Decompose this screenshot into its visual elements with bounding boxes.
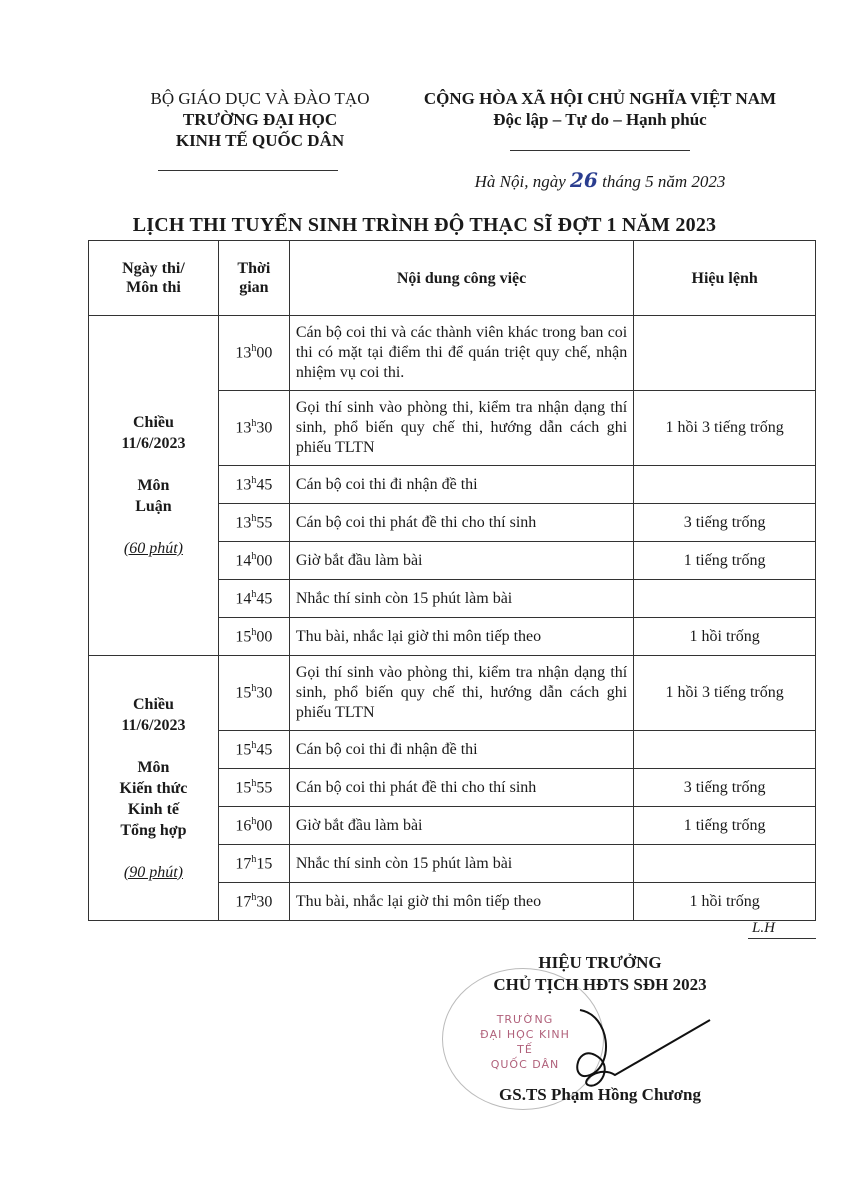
signal-cell: 1 hồi 3 tiếng trống bbox=[634, 391, 816, 466]
task-cell: Thu bài, nhắc lại giờ thi môn tiếp theo bbox=[289, 618, 633, 656]
exam-duration: (60 phút) bbox=[123, 540, 183, 557]
time-cell bbox=[218, 618, 289, 656]
signal-cell: 1 hồi trống bbox=[634, 618, 816, 656]
table-row bbox=[89, 656, 816, 731]
task-cell: Giờ bắt đầu làm bài bbox=[289, 542, 633, 580]
signer-title-line2: CHỦ TỊCH HĐTS SĐH 2023 bbox=[493, 975, 707, 994]
time-hour: 13 bbox=[235, 419, 252, 437]
time-minute: 55 bbox=[256, 514, 273, 532]
time-hour: 17 bbox=[235, 855, 252, 873]
header-left-divider bbox=[158, 170, 338, 171]
time-minute: 55 bbox=[256, 779, 273, 797]
time-minute: 30 bbox=[256, 684, 273, 702]
task-cell: Nhắc thí sinh còn 15 phút làm bài bbox=[289, 580, 633, 618]
header-right-divider bbox=[510, 150, 690, 151]
exam-group-cell bbox=[89, 316, 219, 656]
spacer bbox=[95, 736, 212, 757]
spacer bbox=[95, 454, 212, 475]
signal-cell: 1 hồi trống bbox=[634, 883, 816, 921]
task-cell: Cán bộ coi thi phát đề thi cho thí sinh bbox=[289, 769, 633, 807]
initials-underline bbox=[748, 938, 816, 939]
time-hour: 14 bbox=[235, 590, 252, 608]
time-hour: 15 bbox=[235, 741, 252, 759]
ministry-name: BỘ GIÁO DỤC VÀ ĐÀO TẠO bbox=[150, 89, 370, 108]
university-name-line1: TRƯỜNG ĐẠI HỌC bbox=[182, 110, 338, 129]
time-minute: 45 bbox=[256, 590, 273, 608]
place-date-line bbox=[400, 168, 800, 192]
task-cell: Cán bộ coi thi phát đề thi cho thí sinh bbox=[289, 504, 633, 542]
subject-name-line: Kiến thức bbox=[119, 779, 188, 797]
hour-marker: h bbox=[251, 815, 257, 827]
time-hour: 15 bbox=[235, 628, 252, 646]
document-title: LỊCH THI TUYỂN SINH TRÌNH ĐỘ THẠC SĨ ĐỢT 1 NĂM 2023 bbox=[132, 214, 717, 236]
exam-date: 11/6/2023 bbox=[121, 435, 186, 452]
hour-marker: h bbox=[251, 853, 257, 865]
session: Chiều bbox=[132, 695, 174, 713]
subject-name-line: Luận bbox=[135, 498, 172, 515]
time-hour: 13 bbox=[235, 344, 252, 362]
initials-mark: L.H bbox=[752, 920, 775, 936]
stamp-line: TRƯỜNG bbox=[496, 1013, 554, 1026]
time-cell bbox=[218, 769, 289, 807]
spacer bbox=[95, 517, 212, 538]
task-cell: Cán bộ coi thi đi nhận đề thi bbox=[289, 731, 633, 769]
subject-name-line: Tổng hợp bbox=[120, 821, 187, 839]
hour-marker: h bbox=[251, 588, 257, 600]
task-cell: Gọi thí sinh vào phòng thi, kiểm tra nhận dạng thí sinh, phổ biến quy chế thi, hướng dẫn cách ghi phiếu TLTN bbox=[289, 391, 633, 466]
time-hour: 15 bbox=[235, 779, 252, 797]
signal-cell: 3 tiếng trống bbox=[634, 769, 816, 807]
task-cell: Cán bộ coi thi đi nhận đề thi bbox=[289, 466, 633, 504]
national-heading bbox=[400, 88, 800, 130]
time-cell bbox=[218, 807, 289, 845]
time-hour: 17 bbox=[235, 893, 252, 911]
date-day-handwritten: 26 bbox=[570, 168, 598, 192]
signal-cell bbox=[634, 580, 816, 618]
signal-cell: 1 tiếng trống bbox=[634, 807, 816, 845]
header-signal: Hiệu lệnh bbox=[634, 241, 816, 316]
hour-marker: h bbox=[251, 474, 257, 486]
task-cell: Thu bài, nhắc lại giờ thi môn tiếp theo bbox=[289, 883, 633, 921]
time-minute: 45 bbox=[256, 741, 273, 759]
task-cell: Cán bộ coi thi và các thành viên khác trong ban coi thi có mặt tại điểm thi để quán triệt quy chế, nhận nhiệm vụ coi thi. bbox=[289, 316, 633, 391]
signal-cell bbox=[634, 731, 816, 769]
signal-cell bbox=[634, 845, 816, 883]
time-cell bbox=[218, 845, 289, 883]
exam-duration: (90 phút) bbox=[123, 863, 183, 881]
date-prefix: Hà Nội, ngày bbox=[474, 172, 566, 191]
time-cell bbox=[218, 391, 289, 466]
hour-marker: h bbox=[251, 739, 257, 751]
time-cell bbox=[218, 731, 289, 769]
hour-marker: h bbox=[251, 683, 257, 695]
signer-title bbox=[450, 952, 750, 996]
time-cell bbox=[218, 316, 289, 391]
time-hour: 13 bbox=[235, 514, 252, 532]
exam-group-cell bbox=[89, 656, 219, 921]
time-minute: 30 bbox=[256, 419, 273, 437]
signal-cell bbox=[634, 466, 816, 504]
signal-cell: 1 tiếng trống bbox=[634, 542, 816, 580]
hour-marker: h bbox=[251, 343, 257, 355]
issuing-authority bbox=[100, 88, 420, 151]
time-cell bbox=[218, 580, 289, 618]
hour-marker: h bbox=[251, 891, 257, 903]
hour-marker: h bbox=[251, 626, 257, 638]
signer-title-line1: HIỆU TRƯỞNG bbox=[538, 953, 662, 972]
time-minute: 00 bbox=[256, 344, 273, 362]
hour-marker: h bbox=[251, 777, 257, 789]
exam-date: 11/6/2023 bbox=[121, 716, 186, 734]
exam-schedule-table bbox=[88, 240, 816, 921]
time-cell bbox=[218, 656, 289, 731]
time-cell bbox=[218, 504, 289, 542]
stamp-line: QUỐC DÂN bbox=[490, 1058, 560, 1071]
date-suffix: tháng 5 năm 2023 bbox=[602, 172, 726, 191]
task-cell: Gọi thí sinh vào phòng thi, kiểm tra nhận dạng thí sinh, phổ biến quy chế thi, hướng dẫn cách ghi phiếu TLTN bbox=[289, 656, 633, 731]
time-minute: 30 bbox=[256, 893, 273, 911]
header-time bbox=[218, 241, 289, 316]
session: Chiều bbox=[132, 414, 174, 431]
time-hour: 13 bbox=[235, 476, 252, 494]
header-date-subject bbox=[89, 241, 219, 316]
time-hour: 14 bbox=[235, 552, 252, 570]
time-minute: 15 bbox=[256, 855, 273, 873]
subject-name-line: Môn bbox=[137, 758, 170, 776]
time-minute: 00 bbox=[256, 628, 273, 646]
time-cell bbox=[218, 883, 289, 921]
signal-cell: 3 tiếng trống bbox=[634, 504, 816, 542]
time-minute: 00 bbox=[256, 817, 273, 835]
national-motto: Độc lập – Tự do – Hạnh phúc bbox=[493, 110, 707, 129]
time-cell bbox=[218, 542, 289, 580]
hour-marker: h bbox=[251, 550, 257, 562]
task-cell: Giờ bắt đầu làm bài bbox=[289, 807, 633, 845]
time-minute: 45 bbox=[256, 476, 273, 494]
table-row bbox=[89, 316, 816, 391]
time-hour: 16 bbox=[235, 817, 252, 835]
signer-name: GS.TS Phạm Hồng Chương bbox=[499, 1085, 701, 1104]
country-name: CỘNG HÒA XÃ HỘI CHỦ NGHĨA VIỆT NAM bbox=[423, 89, 777, 108]
header-text: Môn thi bbox=[126, 279, 181, 296]
time-hour: 15 bbox=[235, 684, 252, 702]
hour-marker: h bbox=[251, 512, 257, 524]
header-text: gian bbox=[239, 279, 269, 296]
header-text: Thời bbox=[237, 260, 271, 277]
task-cell: Nhắc thí sinh còn 15 phút làm bài bbox=[289, 845, 633, 883]
hour-marker: h bbox=[251, 418, 257, 430]
time-cell bbox=[218, 466, 289, 504]
signature-scribble bbox=[540, 1005, 720, 1095]
time-minute: 00 bbox=[256, 552, 273, 570]
table-header-row bbox=[89, 241, 816, 316]
spacer bbox=[95, 841, 212, 862]
header-text: Ngày thi/ bbox=[122, 260, 185, 277]
subject-name-line: Môn bbox=[137, 477, 170, 494]
stamp-line: ĐẠI HỌC KINH TẾ bbox=[480, 1028, 570, 1056]
university-name-line2: KINH TẾ QUỐC DÂN bbox=[175, 131, 345, 150]
subject-name-line: Kinh tế bbox=[127, 800, 179, 818]
signal-cell bbox=[634, 316, 816, 391]
signal-cell: 1 hồi 3 tiếng trống bbox=[634, 656, 816, 731]
header-task: Nội dung công việc bbox=[289, 241, 633, 316]
